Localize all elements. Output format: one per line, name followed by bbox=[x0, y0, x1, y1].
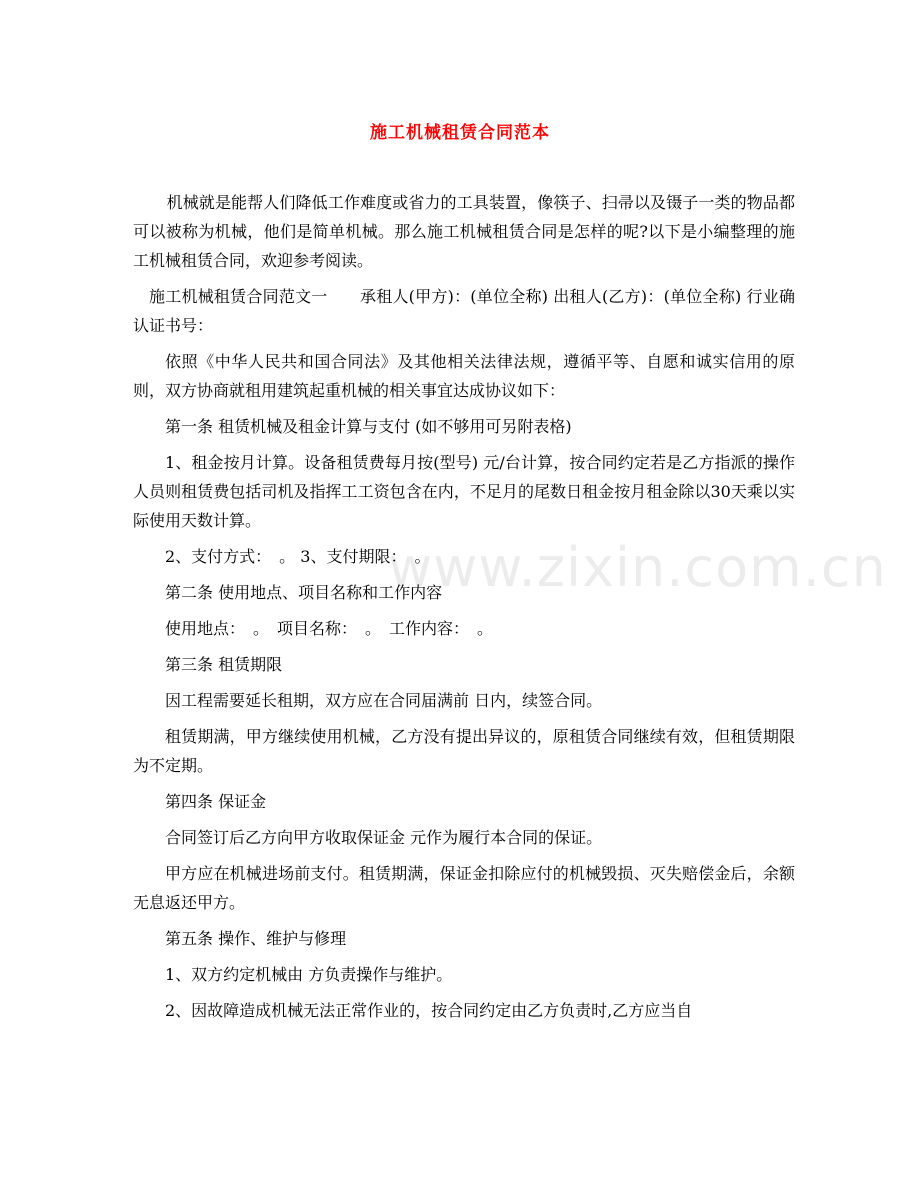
article-2-heading: 第二条 使用地点、项目名称和工作内容 bbox=[165, 583, 443, 602]
paragraph-deposit: 合同签订后乙方向甲方收取保证金 元作为履行本合同的保证。 bbox=[165, 828, 603, 847]
paragraph-rent-calculation: 1、租金按月计算。设备租赁费每月按(型号) 元/台计算，按合同约定若是乙方指派的操作人员则租赁费包括司机及指挥工工资包含在内，不足月的尾数日租金按月租金除以30天乘以实际使用天数计算。 bbox=[133, 453, 795, 530]
paragraph-payment-terms: 2、支付方式： 。 3、支付期限： 。 bbox=[165, 547, 431, 566]
paragraph-intro: 机械就是能帮人们降低工作难度或省力的工具装置，像筷子、扫帚以及镊子一类的物品都可以被称为机械，他们是简单机械。那么施工机械租赁合同是怎样的呢?以下是小编整理的施工机械租赁合同，欢迎参考阅读。 bbox=[133, 193, 795, 270]
article-4-heading: 第四条 保证金 bbox=[165, 792, 267, 811]
paragraph-repair: 2、因故障造成机械无法正常作业的，按合同约定由乙方负责时,乙方应当自 bbox=[165, 1001, 693, 1020]
article-1-heading: 第一条 租赁机械及租金计算与支付 (如不够用可另附表格) bbox=[165, 417, 572, 436]
paragraph-legal-basis: 依照《中华人民共和国合同法》及其他相关法律法规，遵循平等、自愿和诚实信用的原则，双方协商就租用建筑起重机械的相关事宜达成协议如下： bbox=[133, 352, 795, 400]
document-body bbox=[133, 188, 795, 1032]
paragraph-parties: 施工机械租赁合同范文一 承租人(甲方)：(单位全称) 出租人(乙方)：(单位全称) 行业确认证书号： bbox=[133, 287, 795, 335]
paragraph-operation: 1、双方约定机械由 方负责操作与维护。 bbox=[165, 965, 453, 984]
article-3-heading: 第三条 租赁期限 bbox=[165, 655, 283, 674]
paragraph-usage-location: 使用地点： 。 项目名称： 。 工作内容： 。 bbox=[165, 619, 494, 638]
watermark-text: www.zixin.com.cn bbox=[388, 536, 887, 599]
paragraph-deposit-return: 甲方应在机械进场前支付。租赁期满，保证金扣除应付的机械毁损、灭失赔偿金后，余额无息返还甲方。 bbox=[133, 864, 795, 912]
paragraph-renewal: 因工程需要延长租期，双方应在合同届满前 日内，续签合同。 bbox=[165, 691, 603, 710]
article-5-heading: 第五条 操作、维护与修理 bbox=[165, 929, 347, 948]
paragraph-expiry: 租赁期满，甲方继续使用机械，乙方没有提出异议的，原租赁合同继续有效，但租赁期限为不定期。 bbox=[133, 727, 795, 775]
document-title: 施工机械租赁合同范本 bbox=[370, 123, 550, 143]
